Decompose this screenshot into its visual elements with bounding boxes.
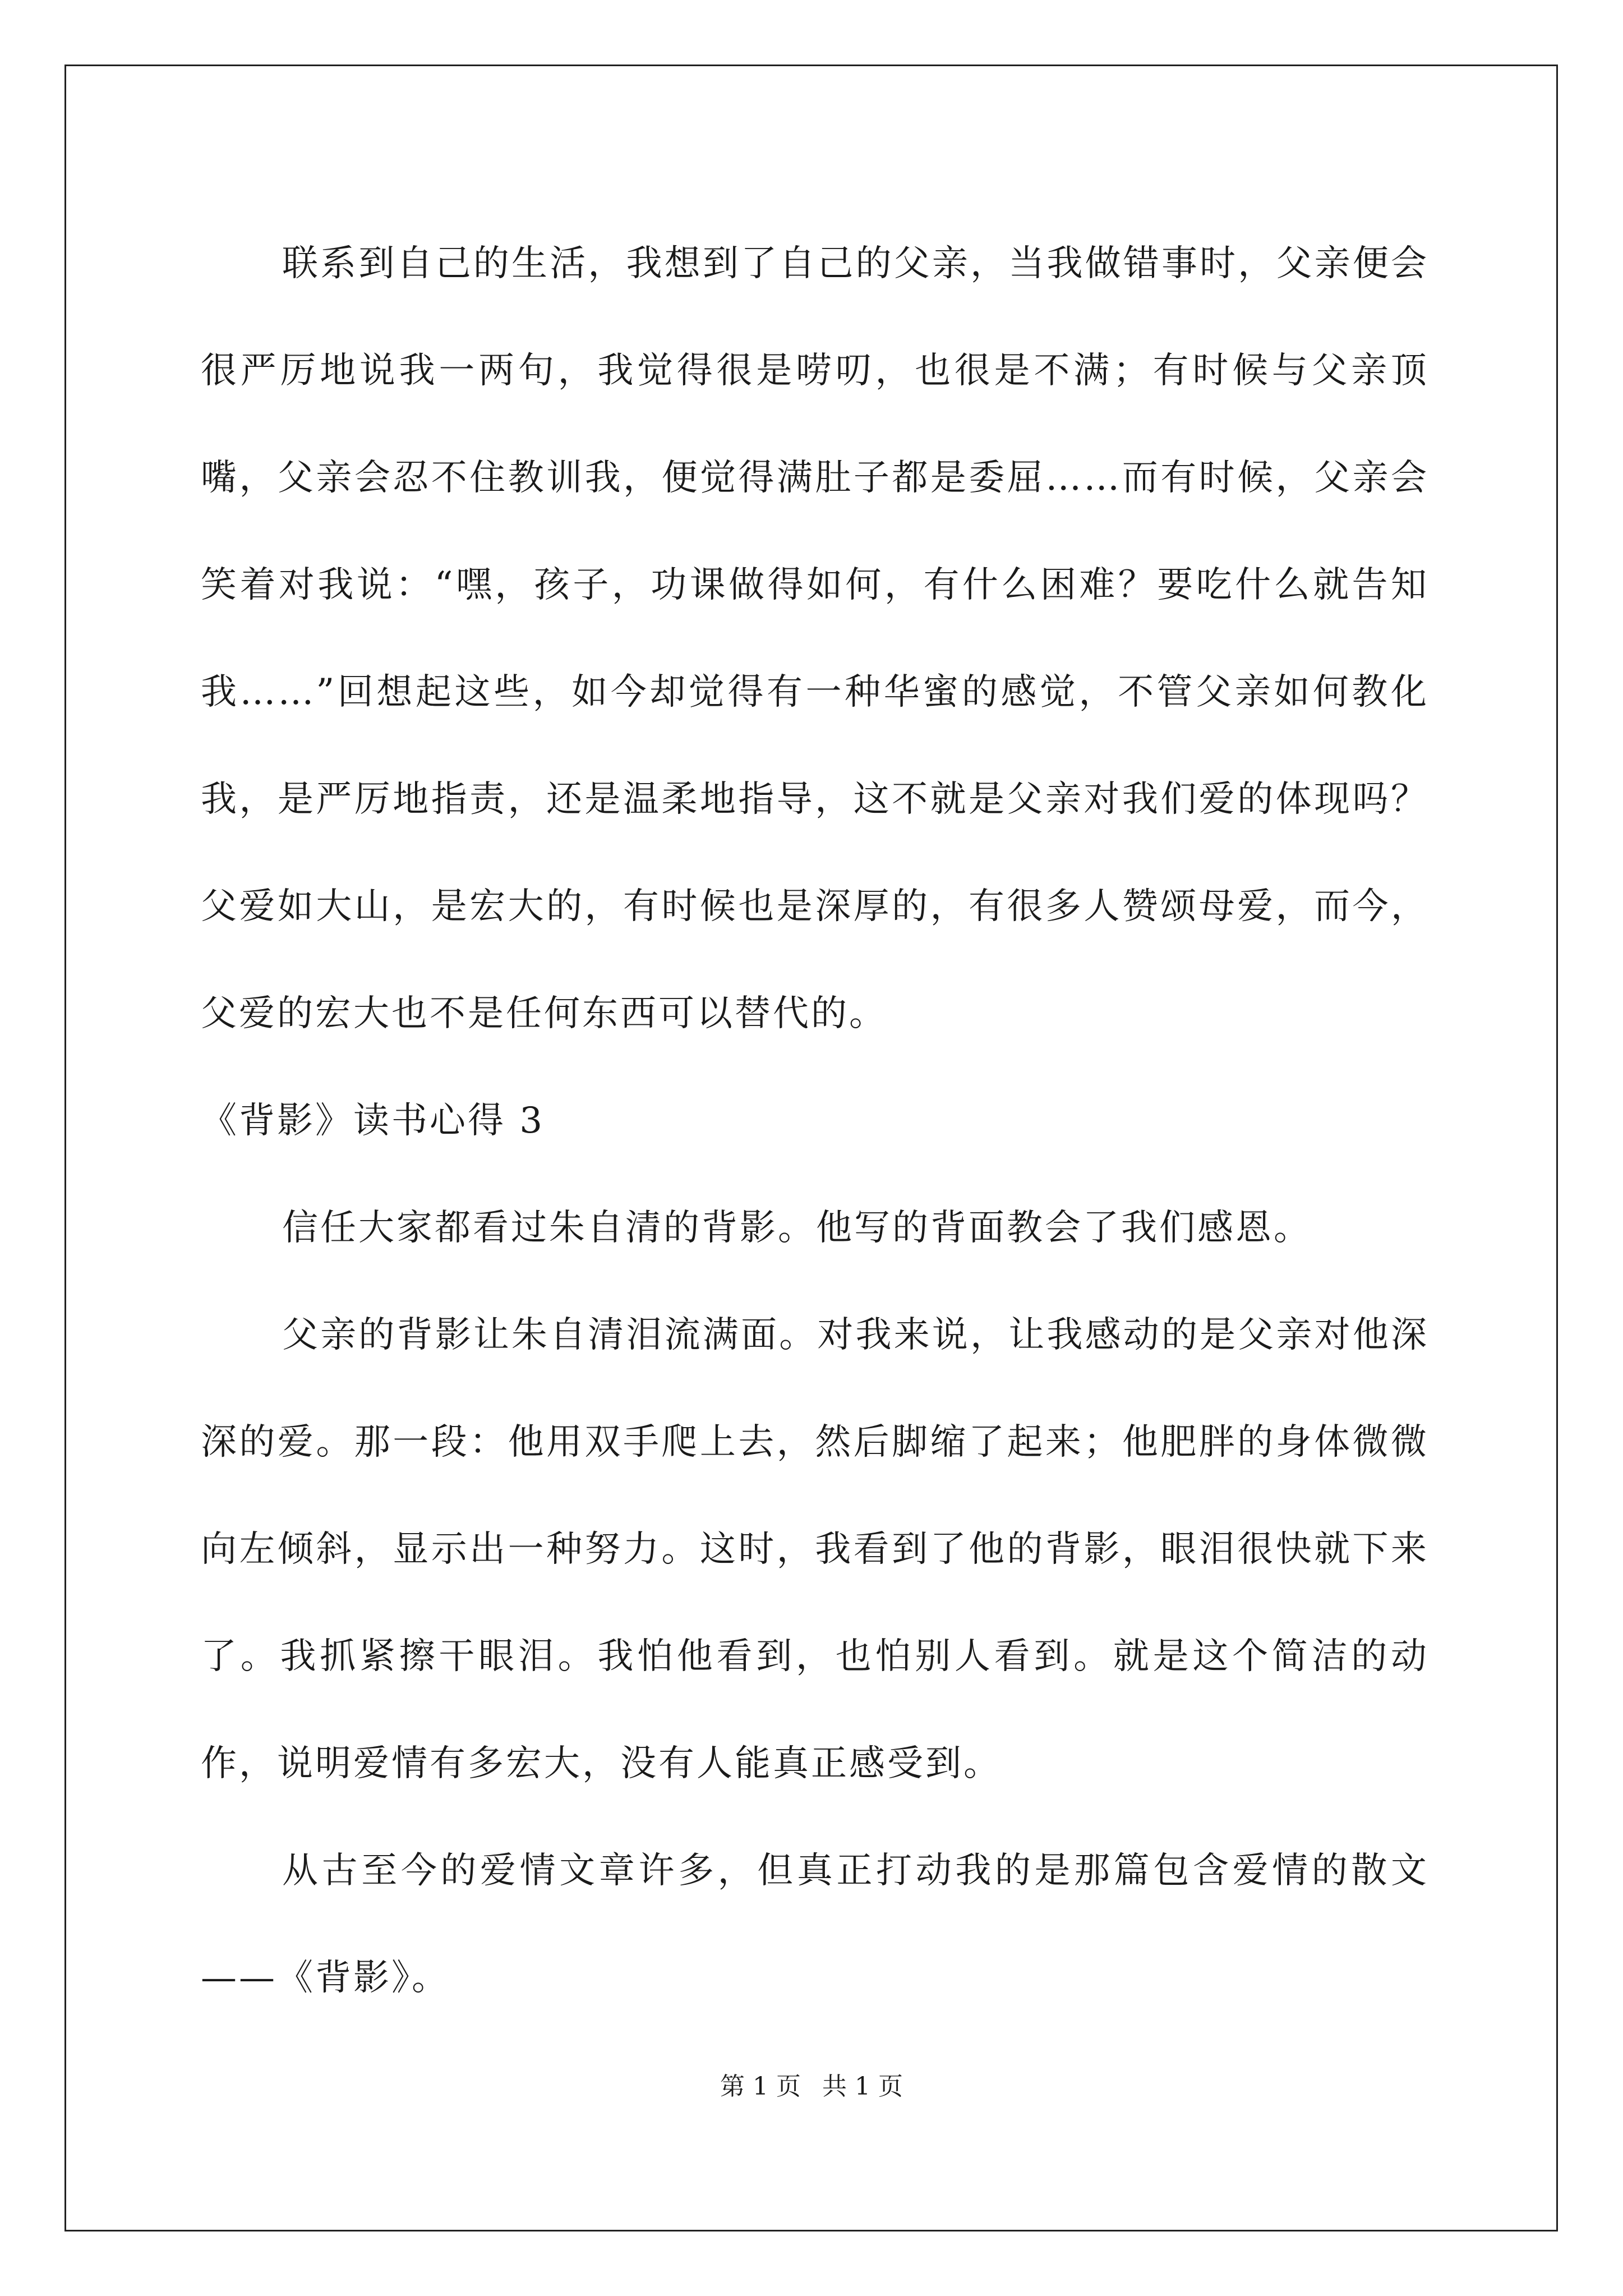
paragraph-father-memories: 联系到自己的生活，我想到了自己的父亲，当我做错事时，父亲便会很严厉地说我一两句，我觉得很是唠叨，也很是不满；有时候与父亲顶嘴，父亲会忍不住教训我，便觉得满肚子都是委屈……而有时候，父亲会笑着对我说：“嘿，孩子，功课做得如何，有什么困难？要吃什么就告知我……”回想起这些，如今却觉得有一种华蜜的感觉，不管父亲如何教化我，是严厉地指责，还是温柔地指导，这不就是父亲对我们爱的体现吗？父爱如大山，是宏大的，有时候也是深厚的，有很多人赞颂母爱，而今，父爱的宏大也不是任何东西可以替代的。 [201,243,1429,1034]
page-footer [0,2070,1623,2104]
page-number: 第 1 页 [720,2072,801,2101]
section-heading: 《背影》读书心得 3 [201,1100,545,1142]
document-body [201,210,1429,2032]
paragraph-conclusion: 从古至今的爱情文章许多，但真正打动我的是那篇包含爱情的散文——《背影》。 [201,1850,1429,1999]
paragraph-back-view: 父亲的背影让朱自清泪流满面。对我来说，让我感动的是父亲对他深深的爱。那一段：他用双手爬上去，然后脚缩了起来；他肥胖的身体微微向左倾斜，显示出一种努力。这时，我看到了他的背影，眼泪很快就下来了。我抓紧擦干眼泪。我怕他看到，也怕别人看到。就是这个简洁的动作，说明爱情有多宏大，没有人能真正感受到。 [201,1314,1429,1784]
page-total: 共 1 页 [822,2072,903,2101]
paragraph-intro: 信任大家都看过朱自清的背影。他写的背面教会了我们感恩。 [282,1207,1312,1249]
